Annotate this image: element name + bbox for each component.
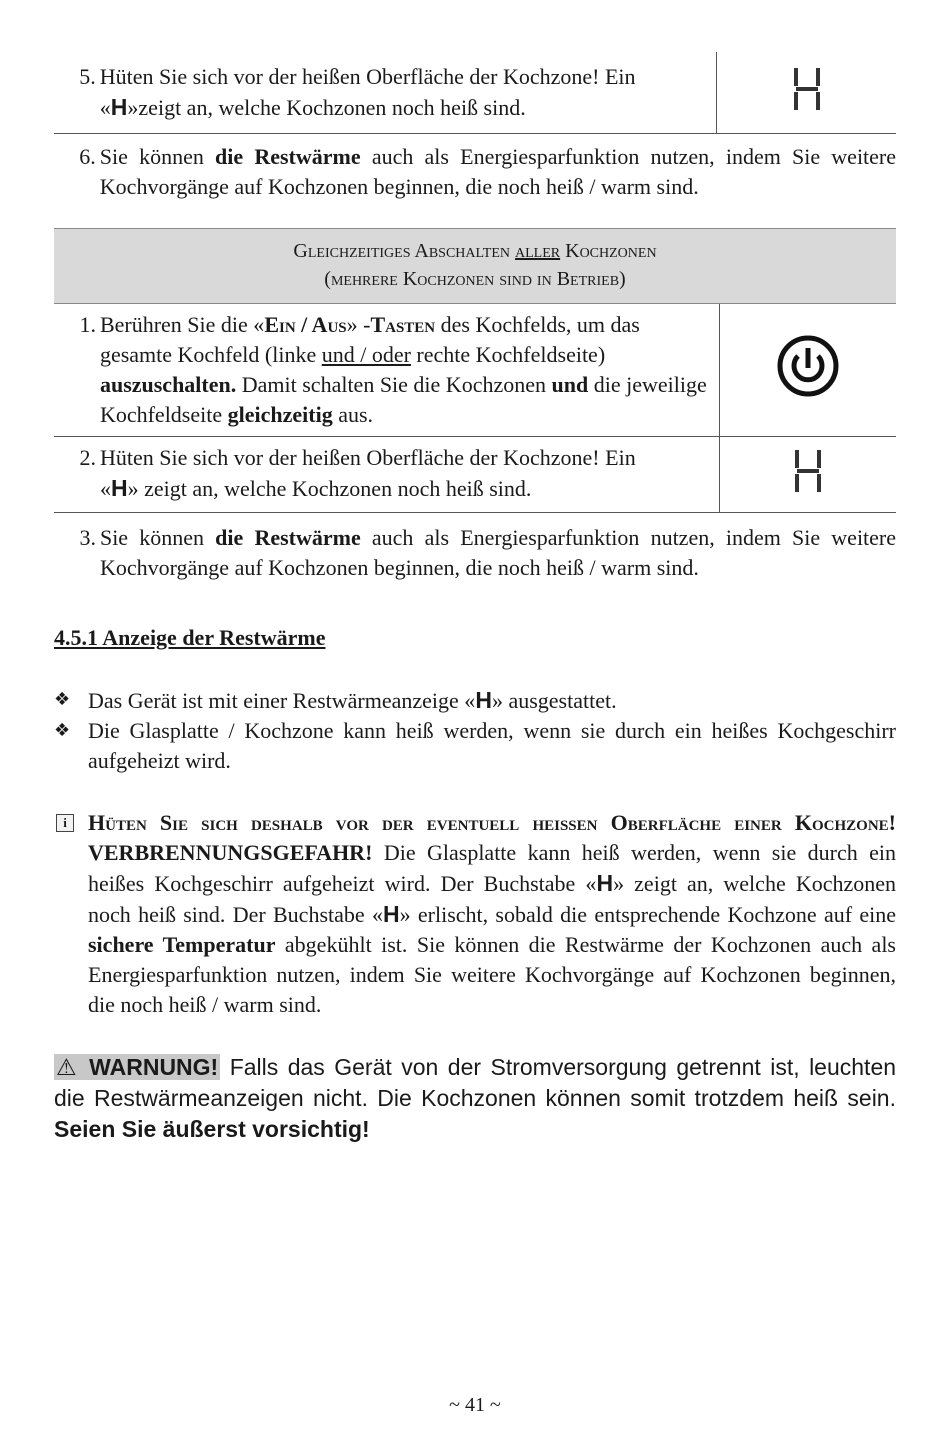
step-text: Berühren Sie die «Ein / Aus» -Tasten des Kochfelds, um das gesamte Kochfeld (linke und / oder rechte Kochfeldseite) auszuschalten. Damit schalten Sie die Kochzonen und die jeweilige Kochfeldseite gleichzeitig aus. bbox=[100, 304, 720, 437]
step-number: 5. bbox=[54, 52, 100, 134]
note-heading: Hüten Sie sich deshalb vor der eventuell heißen Oberfläche einer Kochzone! bbox=[88, 810, 896, 835]
section-title: 4.5.1 Anzeige der Restwärme bbox=[54, 625, 326, 650]
shutdown-subheading: (mehrere Kochzonen sind in Betrieb) bbox=[324, 268, 626, 290]
seven-segment-h-icon bbox=[793, 448, 823, 494]
table-row bbox=[54, 304, 896, 437]
warning-paragraph: ⚠ WARNUNG! Falls das Gerät von der Stromversorgung getrennt ist, leuchten die Restwärmeanzeigen nicht. Die Kochzonen können somit trotzdem heiß sein. Seien Sie äußerst vorsichtig! bbox=[54, 1054, 897, 1142]
shutdown-steps-table bbox=[54, 304, 896, 583]
h-letter: H bbox=[475, 687, 492, 713]
seven-segment-h-icon bbox=[792, 66, 822, 112]
shutdown-heading: Gleichzeitiges Abschalten aller Kochzonen (mehrere Kochzonen sind in Betrieb) bbox=[54, 228, 896, 304]
step-number: 6. bbox=[79, 144, 96, 169]
h-display-cell bbox=[720, 437, 896, 513]
step-text: Sie können die Restwärme auch als Energiesparfunktion nutzen, indem Sie weitere Kochvorgänge auf Kochzonen beginnen, die noch heiß / warm sind. bbox=[99, 525, 897, 580]
step-text: Hüten Sie sich vor der heißen Oberfläche der Kochzone! Ein «H» zeigt an, welche Kochzonen noch heiß sind. bbox=[100, 437, 720, 513]
step-text: Sie können die Restwärme auch als Energiesparfunktion nutzen, indem Sie weitere Kochvorgänge auf Kochzonen beginnen, die noch heiß / warm sind. bbox=[99, 144, 897, 199]
table-row bbox=[54, 134, 896, 203]
diamond-bullet-icon: ❖ bbox=[54, 689, 71, 710]
page-number: ~ 41 ~ bbox=[449, 1394, 501, 1416]
h-display-cell bbox=[717, 52, 896, 134]
power-icon-cell bbox=[720, 304, 896, 437]
step-number: 1. bbox=[54, 304, 100, 437]
h-letter: H bbox=[110, 475, 128, 501]
info-icon: i bbox=[56, 814, 74, 832]
table-row bbox=[54, 52, 896, 134]
step-number: 2. bbox=[54, 437, 100, 513]
warning-icon: ⚠ bbox=[56, 1054, 80, 1080]
h-letter: H bbox=[110, 94, 128, 120]
danger-label: VERBRENNUNGSGEFAHR! bbox=[88, 840, 373, 865]
diamond-bullet-icon: ❖ bbox=[54, 720, 71, 741]
table-row bbox=[54, 437, 896, 513]
info-note: i Hüten Sie sich deshalb vor der eventuell heißen Oberfläche einer Kochzone! VERBRENNUNGSGEFAHR! Die Glasplatte kann heiß werden, wenn sie durch ein heißes Kochgeschirr aufgeheizt wird. Der Buchstabe «H» zeigt an, welche Kochzonen noch heiß sind. Der Buchstabe «H» erlischt, sobald die entsprechende Kochzone auf eine sichere Temperatur abgekühlt ist. Sie können die Restwärme der Kochzonen auch als Energiesparfunktion nutzen, indem Sie weitere Kochvorgänge auf Kochzonen beginnen, die noch heiß / warm sind. bbox=[54, 808, 896, 1020]
list-item: ❖ Die Glasplatte / Kochzone kann heiß werden, wenn sie durch ein heißes Kochgeschirr aufgeheizt wird. bbox=[54, 718, 896, 773]
list-item: ❖ Das Gerät ist mit einer Restwärmeanzeige «H» ausgestattet. bbox=[54, 687, 617, 713]
power-icon bbox=[776, 334, 840, 398]
page-content bbox=[54, 52, 896, 1145]
bullet-list bbox=[54, 685, 896, 776]
residual-heat-steps-table bbox=[54, 52, 896, 202]
step-number: 3. bbox=[79, 525, 96, 550]
table-row bbox=[54, 513, 896, 584]
step-text: Hüten Sie sich vor der heißen Oberfläche der Kochzone! Ein «H»zeigt an, welche Kochzonen noch heiß sind. bbox=[100, 52, 717, 134]
warning-tag: ⚠ WARNUNG! bbox=[56, 1054, 219, 1080]
